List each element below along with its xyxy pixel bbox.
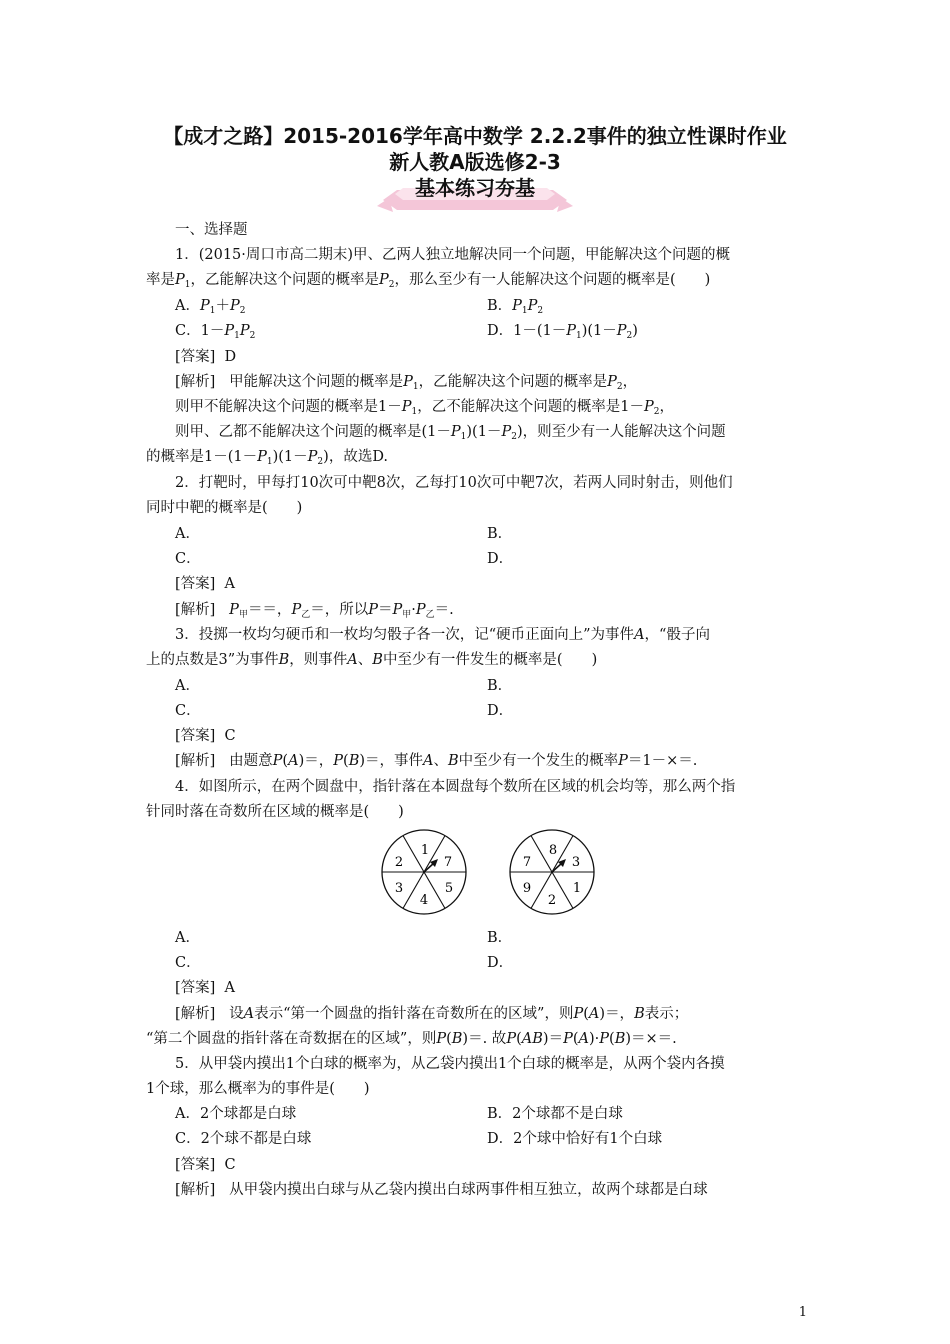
q5-option-a: A．2个球都是白球 (175, 1106, 297, 1122)
doc-title-line1: 【成才之路】2015-2016学年高中数学 2.2.2事件的独立性课时作业 (163, 124, 787, 148)
q1-analysis-line2: 则甲不能解决这个问题的概率是$1-P_1$，乙不能解决这个问题的概率是$1-P_2$， (175, 399, 674, 417)
q4-option-c: C． (175, 955, 201, 971)
q4-line1: 4．如图所示，在两个圆盘中，指针落在本圆盘每个数所在区域的机会均等，那么两个指 (175, 779, 736, 795)
q1-line2: 率是$P_1$，乙能解决这个问题的概率是$P_2$，那么至少有一人能解决这个问题的概率是( ) (146, 272, 711, 290)
q3-option-d: D． (487, 703, 514, 719)
q1-option-d: D．$1-(1-P_1)(1-P_2)$ (487, 323, 638, 341)
q2-analysis: [解析] $P_甲==$，$P_乙=$，所以$P=P_甲\cdot P_乙=$. (175, 602, 454, 620)
q3-option-c: C． (175, 703, 201, 719)
q1-answer: [答案] D (175, 349, 237, 365)
q3-line1: 3．投掷一枚均匀硬币和一枚均匀骰子各一次，记“硬币正面向上”为事件A，“骰子向 (175, 627, 710, 643)
q2-answer: [答案] A (175, 576, 236, 592)
section-banner: 基本练习夯基 (415, 176, 535, 200)
disk1-label-5: 3 (394, 881, 404, 896)
doc-title-line2: 新人教A版选修2-3 (389, 150, 561, 174)
q3-option-b: B． (487, 678, 513, 694)
q2-option-a: A． (175, 526, 200, 542)
disk1-label-6: 2 (394, 855, 404, 870)
disk1-label-4: 4 (419, 893, 429, 908)
q4-answer: [答案] A (175, 980, 236, 996)
q2-line1: 2．打靶时，甲每打10次可中靶8次，乙每打10次可中靶7次，若两人同时射击，则他们 (175, 475, 733, 491)
q3-line2: 上的点数是3”为事件B，则事件A、B中至少有一件发生的概率是( ) (146, 652, 598, 668)
q1-analysis-line1: [解析] 甲能解决这个问题的概率是$P_1$，乙能解决这个问题的概率是$P_2$， (175, 374, 638, 392)
q4-option-d: D． (487, 955, 514, 971)
spinner-disks-figure (380, 827, 600, 917)
disk1-label-3: 5 (444, 881, 454, 896)
q1-option-a: A．$P_1+P_2$ (175, 298, 246, 316)
q4-line2: 针同时落在奇数所在区域的概率是( ) (146, 804, 404, 820)
disk1-label-1: 1 (420, 843, 430, 858)
q3-option-a: A． (175, 678, 200, 694)
q5-answer: [答案] C (175, 1157, 236, 1173)
q4-analysis-line2: “第二个圆盘的指针落在奇数据在的区域”，则P(B)＝. 故P(AB)＝P(A)·P(B)＝×＝. (146, 1031, 677, 1047)
q2-option-c: C． (175, 551, 201, 567)
q5-option-b: B．2个球都不是白球 (487, 1106, 623, 1122)
q2-option-b: B． (487, 526, 513, 542)
q2-line2: 同时中靶的概率是( ) (146, 500, 303, 516)
q4-option-a: A． (175, 930, 200, 946)
disk2-label-3: 1 (572, 881, 582, 896)
disk2-label-4: 2 (547, 893, 557, 908)
disk2-label-2: 3 (571, 855, 581, 870)
spinner-disk-1 (382, 830, 466, 914)
disk2-label-6: 7 (522, 855, 532, 870)
q3-analysis: [解析] 由题意P(A)＝，P(B)＝，事件A、B中至少有一个发生的概率P＝1－×＝. (175, 753, 698, 769)
page-number: 1 (798, 1305, 807, 1320)
q5-line2: 1个球，那么概率为的事件是( ) (146, 1081, 370, 1097)
q5-line1: 5．从甲袋内摸出1个白球的概率为，从乙袋内摸出1个白球的概率是，从两个袋内各摸 (175, 1056, 725, 1072)
q5-option-c: C．2个球不都是白球 (175, 1131, 312, 1147)
spinner-disk-2 (510, 830, 594, 914)
q1-analysis-line4: 的概率是$1-(1-P_1)(1-P_2)$，故选D. (146, 449, 389, 467)
q1-line1: 1．(2015·周口市高二期末)甲、乙两人独立地解决同一个问题，甲能解决这个问题的概 (175, 247, 731, 263)
section-heading: 一、选择题 (175, 222, 248, 238)
disk2-label-5: 9 (522, 881, 532, 896)
q5-option-d: D．2个球中恰好有1个白球 (487, 1131, 663, 1147)
disk1-label-2: 7 (443, 855, 453, 870)
q2-option-d: D． (487, 551, 514, 567)
q1-analysis-line3: 则甲、乙都不能解决这个问题的概率是$(1-P_1)(1-P_2)$，则至少有一人能解决这个问题 (175, 424, 726, 442)
q1-option-c: C．$1-P_1P_2$ (175, 323, 256, 341)
q3-answer: [答案] C (175, 728, 236, 744)
q4-option-b: B． (487, 930, 513, 946)
disk2-label-1: 8 (548, 843, 558, 858)
q4-analysis-line1: [解析] 设A表示“第一个圆盘的指针落在奇数所在的区域”，则P(A)＝，B表示； (175, 1006, 689, 1022)
q1-option-b: B．$P_1P_2$ (487, 298, 544, 316)
q5-analysis: [解析] 从甲袋内摸出白球与从乙袋内摸出白球两事件相互独立，故两个球都是白球 (175, 1182, 708, 1198)
